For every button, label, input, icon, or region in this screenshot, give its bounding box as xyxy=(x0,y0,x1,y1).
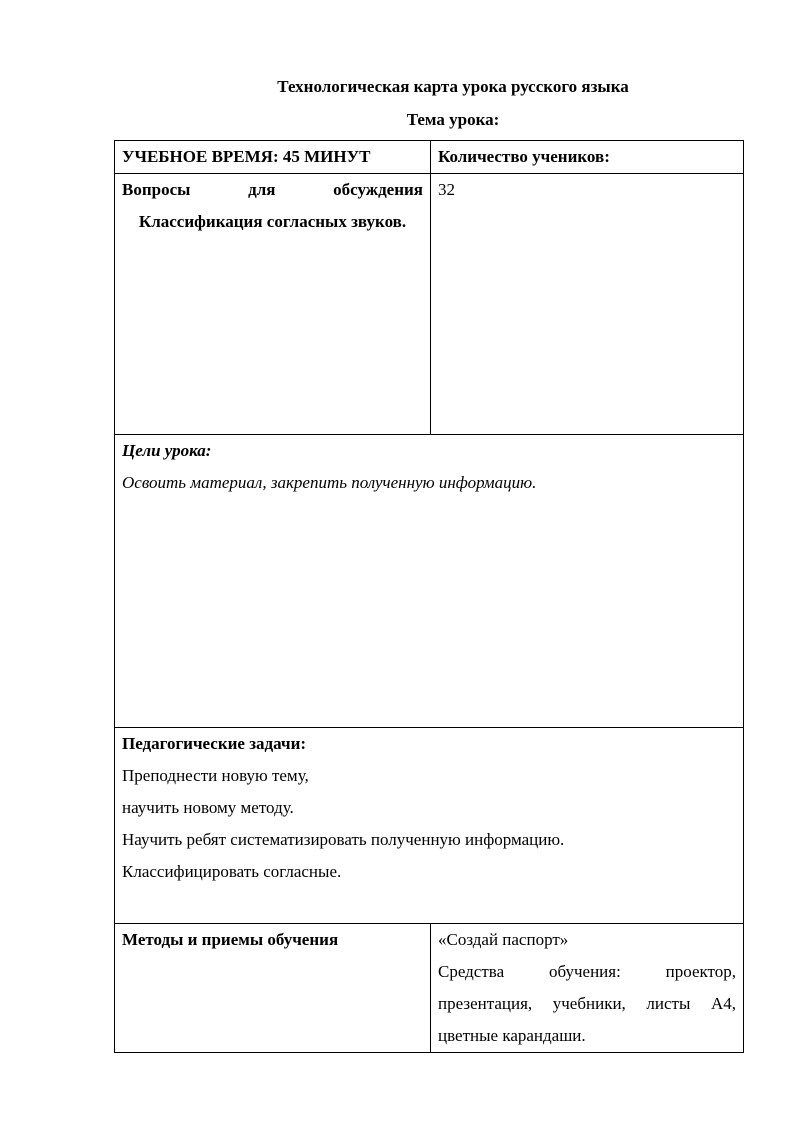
tools-word: А4, xyxy=(710,994,736,1013)
table-row-goals xyxy=(115,435,744,728)
study-time-cell: УЧЕБНОЕ ВРЕМЯ: 45 МИНУТ xyxy=(115,141,431,174)
tools-word: листы xyxy=(646,994,691,1013)
students-count-value-cell: 32 xyxy=(431,174,744,435)
document-title: Технологическая карта урока русского языка xyxy=(277,77,629,96)
lesson-plan-table xyxy=(114,140,744,1053)
tools-word: обучения: xyxy=(548,962,621,981)
students-count-label-cell: Количество учеников: xyxy=(431,141,744,174)
method-name: «Создай паспорт» xyxy=(438,930,569,949)
lesson-goals-heading: Цели урока: xyxy=(122,441,212,460)
heading-word: обсуждения xyxy=(333,180,423,199)
tools-word: Средства xyxy=(438,962,505,981)
teaching-tools-line xyxy=(438,956,736,988)
tools-word: презентация, xyxy=(438,994,533,1013)
discussion-questions-cell xyxy=(115,174,431,435)
table-row-questions xyxy=(115,174,744,435)
table-row-methods xyxy=(115,924,744,1053)
heading-word: для xyxy=(248,180,276,199)
pedagogical-task-line: научить новому методу. xyxy=(122,798,294,817)
tools-word: учебники, xyxy=(552,994,626,1013)
pedagogical-task-line: Классифицировать согласные. xyxy=(122,862,342,881)
teaching-tools-line: цветные карандаши. xyxy=(438,1026,586,1045)
teaching-tools-line xyxy=(438,988,736,1020)
discussion-questions-heading xyxy=(122,174,423,206)
pedagogical-tasks-cell xyxy=(115,728,744,924)
table-row-tasks xyxy=(115,728,744,924)
lesson-goals-cell xyxy=(115,435,744,728)
teaching-methods-label-cell: Методы и приемы обучения xyxy=(115,924,431,1053)
pedagogical-task-line: Научить ребят систематизировать полученную информацию. xyxy=(122,830,565,849)
document-subtitle: Тема урока: xyxy=(406,110,500,129)
discussion-topic: Классификация согласных звуков. xyxy=(138,212,407,231)
heading-word: Вопросы xyxy=(122,180,191,199)
pedagogical-task-line: Преподнести новую тему, xyxy=(122,766,309,785)
table-row-time xyxy=(115,141,744,174)
tools-word: проектор, xyxy=(665,962,736,981)
pedagogical-tasks-heading: Педагогические задачи: xyxy=(122,734,307,753)
teaching-methods-value-cell xyxy=(431,924,744,1053)
lesson-goals-text: Освоить материал, закрепить полученную информацию. xyxy=(122,473,537,492)
